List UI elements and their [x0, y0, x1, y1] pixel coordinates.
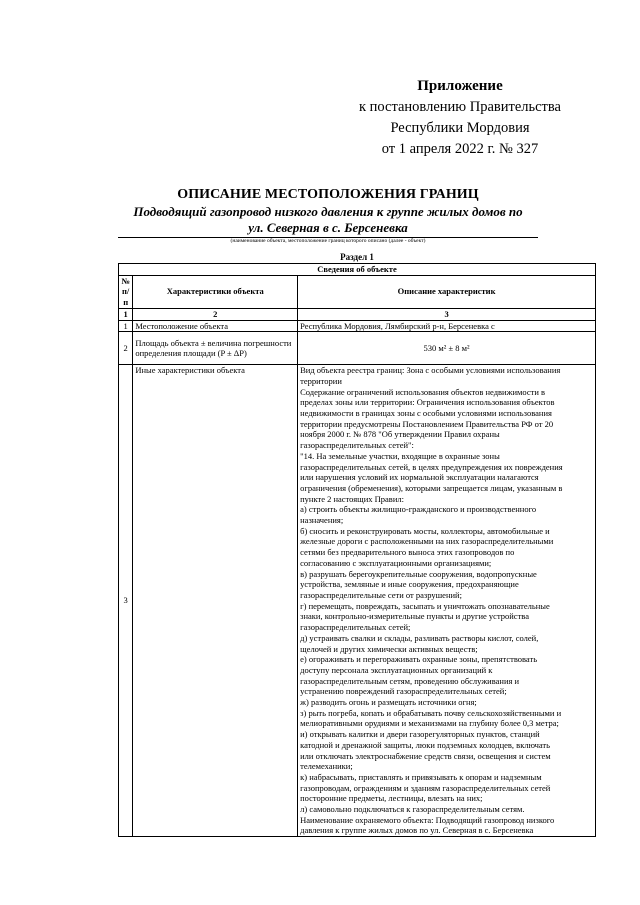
description-line: газораспределительные сети от разрушений; — [300, 589, 462, 600]
description-line: з) рыть погреба, копать и обрабатывать почву сельскохозяйственными и — [300, 707, 562, 718]
description-line: устранению повреждений газораспределительных сетей; — [300, 686, 507, 697]
description-line: железные дороги с расположенными на них газораспределительными — [300, 536, 554, 547]
description-line: г) перемещать, повреждать, засыпать и уничтожать опознавательные — [300, 600, 550, 611]
col-number-2: 2 — [133, 308, 298, 320]
row-1-name: Местоположение объекта — [133, 320, 298, 332]
description-line: и) открывать калитки и двери газорегуляторных пунктов, станций — [300, 729, 540, 740]
table-subtitle-row — [119, 264, 596, 276]
table-row — [119, 365, 596, 837]
description-line: газораспределительных сетей, в целях предупреждения их повреждения — [300, 461, 563, 472]
table-header-row — [119, 275, 596, 308]
description-line: к) набрасывать, приставлять и привязывать к опорам и надземным — [300, 771, 542, 782]
row-3-num: 3 — [119, 365, 133, 837]
description-line: д) устраивать свалки и склады, разливать растворы кислот, солей, — [300, 632, 539, 643]
col-number-3: 3 — [298, 308, 596, 320]
appendix-block — [330, 76, 590, 160]
header-num: № п/п — [119, 275, 133, 308]
description-line: Вид объекта реестра границ: Зона с особыми условиями использования — [300, 365, 561, 376]
row-3-name: Иные характеристики объекта — [133, 365, 298, 837]
description-line: газораспределительным сетям, проведению обслуживания и — [300, 675, 520, 686]
header-characteristics: Характеристики объекта — [133, 275, 298, 308]
description-line: в) разрушать берегоукрепительные сооружения, водопропускные — [300, 568, 537, 579]
description-line: территории — [300, 375, 342, 386]
description-line: Содержание ограничений использования объектов недвижимости в — [300, 386, 546, 397]
description-line: ноября 2000 г. № 878 "Об утверждении Правил охраны — [300, 429, 500, 440]
header-description: Описание характеристик — [298, 275, 596, 308]
appendix-line-2: Республики Мордовия — [390, 120, 530, 136]
description-line: посторонние предметы, лестницы, влезать на них; — [300, 793, 483, 804]
document-subheading-2: ул. Северная в с. Берсеневка — [248, 220, 408, 235]
description-line: территории предусмотрены Постановлением Правительства РФ от 20 — [300, 418, 554, 429]
description-line: доступу персонала эксплуатационных организаций к — [300, 664, 493, 675]
document-subheading-1: Подводящий газопровод низкого давления к группе жилых домов по — [133, 204, 523, 219]
document-heading: ОПИСАНИЕ МЕСТОПОЛОЖЕНИЯ ГРАНИЦ — [177, 187, 479, 202]
description-line: давления к группе жилых домов по ул. Северная в с. Берсеневка — [300, 825, 534, 836]
row-3-description — [298, 365, 596, 837]
description-line: Наименование охраняемого объекта: Подводящий газопровод низкого — [300, 814, 555, 825]
appendix-title: Приложение — [417, 78, 503, 94]
description-line: телемеханики; — [300, 761, 353, 772]
description-line: ж) разводить огонь и размещать источники огня; — [300, 697, 477, 708]
description-line: б) сносить и реконструировать мосты, коллекторы, автомобильные и — [300, 525, 550, 536]
description-line: "14. На земельные участки, входящие в охранные зоны — [300, 450, 500, 461]
description-line: или отключать электроснабжение средств связи, освещения и систем — [300, 750, 551, 761]
description-line: пределах зоны или территории: Ограничения использования объектов — [300, 397, 555, 408]
description-line: ограничения (обременения), которыми запрещается лицам, указанным в — [300, 482, 563, 493]
description-line: щелочей и других химически активных веществ; — [300, 643, 478, 654]
table-row — [119, 320, 596, 332]
table-subtitle: Сведения об объекте — [119, 264, 596, 276]
col-number-1: 1 — [119, 308, 133, 320]
description-line: мелиоративными орудиями и механизмами на глубину более 0,3 метра; — [300, 718, 559, 729]
row-1-num: 1 — [119, 320, 133, 332]
description-line: газораспределительных сетей": — [300, 440, 414, 451]
description-line: или нарушения условий их нормальной эксплуатации налагаются — [300, 472, 539, 483]
object-info-table — [118, 263, 596, 837]
description-line: л) самовольно подключаться к газораспределительным сетям. — [300, 804, 525, 815]
description-line: устройства, земляные и иные сооружения, предохраняющие — [300, 579, 519, 590]
section-title: Раздел 1 — [340, 252, 374, 262]
appendix-line-3: от 1 апреля 2022 г. № 327 — [381, 141, 539, 157]
row-2-name: Площадь объекта ± величина погрешности определения площади (P ± ΔP) — [133, 332, 298, 365]
description-line: недвижимости в границах зоны с особыми условиями использования — [300, 408, 552, 419]
document-title-block — [118, 186, 538, 245]
description-line: сетями без предварительного выноса этих газопроводов по — [300, 547, 515, 558]
row-2-value: 530 м² ± 8 м² — [298, 332, 596, 365]
description-line: а) строить объекты жилищно-гражданского и производственного — [300, 504, 537, 515]
description-line: согласованию с эксплуатационными организациями; — [300, 557, 492, 568]
description-line: газораспределительных сетей; — [300, 622, 411, 633]
description-line: знаки, контрольно-измерительные пункты и другие устройства — [300, 611, 529, 622]
description-line: пункте 2 настоящих Правил: — [300, 493, 404, 504]
column-number-row — [119, 308, 596, 320]
row-2-num: 2 — [119, 332, 133, 365]
row-1-value: Республика Мордовия, Лямбирский р-н, Берсеневка с — [298, 320, 596, 332]
description-line: газопроводам, ограждениям и зданиям газораспределительных сетей — [300, 782, 551, 793]
appendix-line-1: к постановлению Правительства — [359, 99, 561, 115]
heading-caption: (наименование объекта, местоположение границ которого описано (далее - объект) — [230, 238, 426, 244]
description-line: назначения; — [300, 515, 344, 526]
description-line: е) огораживать и перегораживать охранные зоны, препятствовать — [300, 654, 538, 665]
description-line: катодной и дренажной защиты, люки подземных колодцев, включать — [300, 739, 551, 750]
table-row — [119, 332, 596, 365]
